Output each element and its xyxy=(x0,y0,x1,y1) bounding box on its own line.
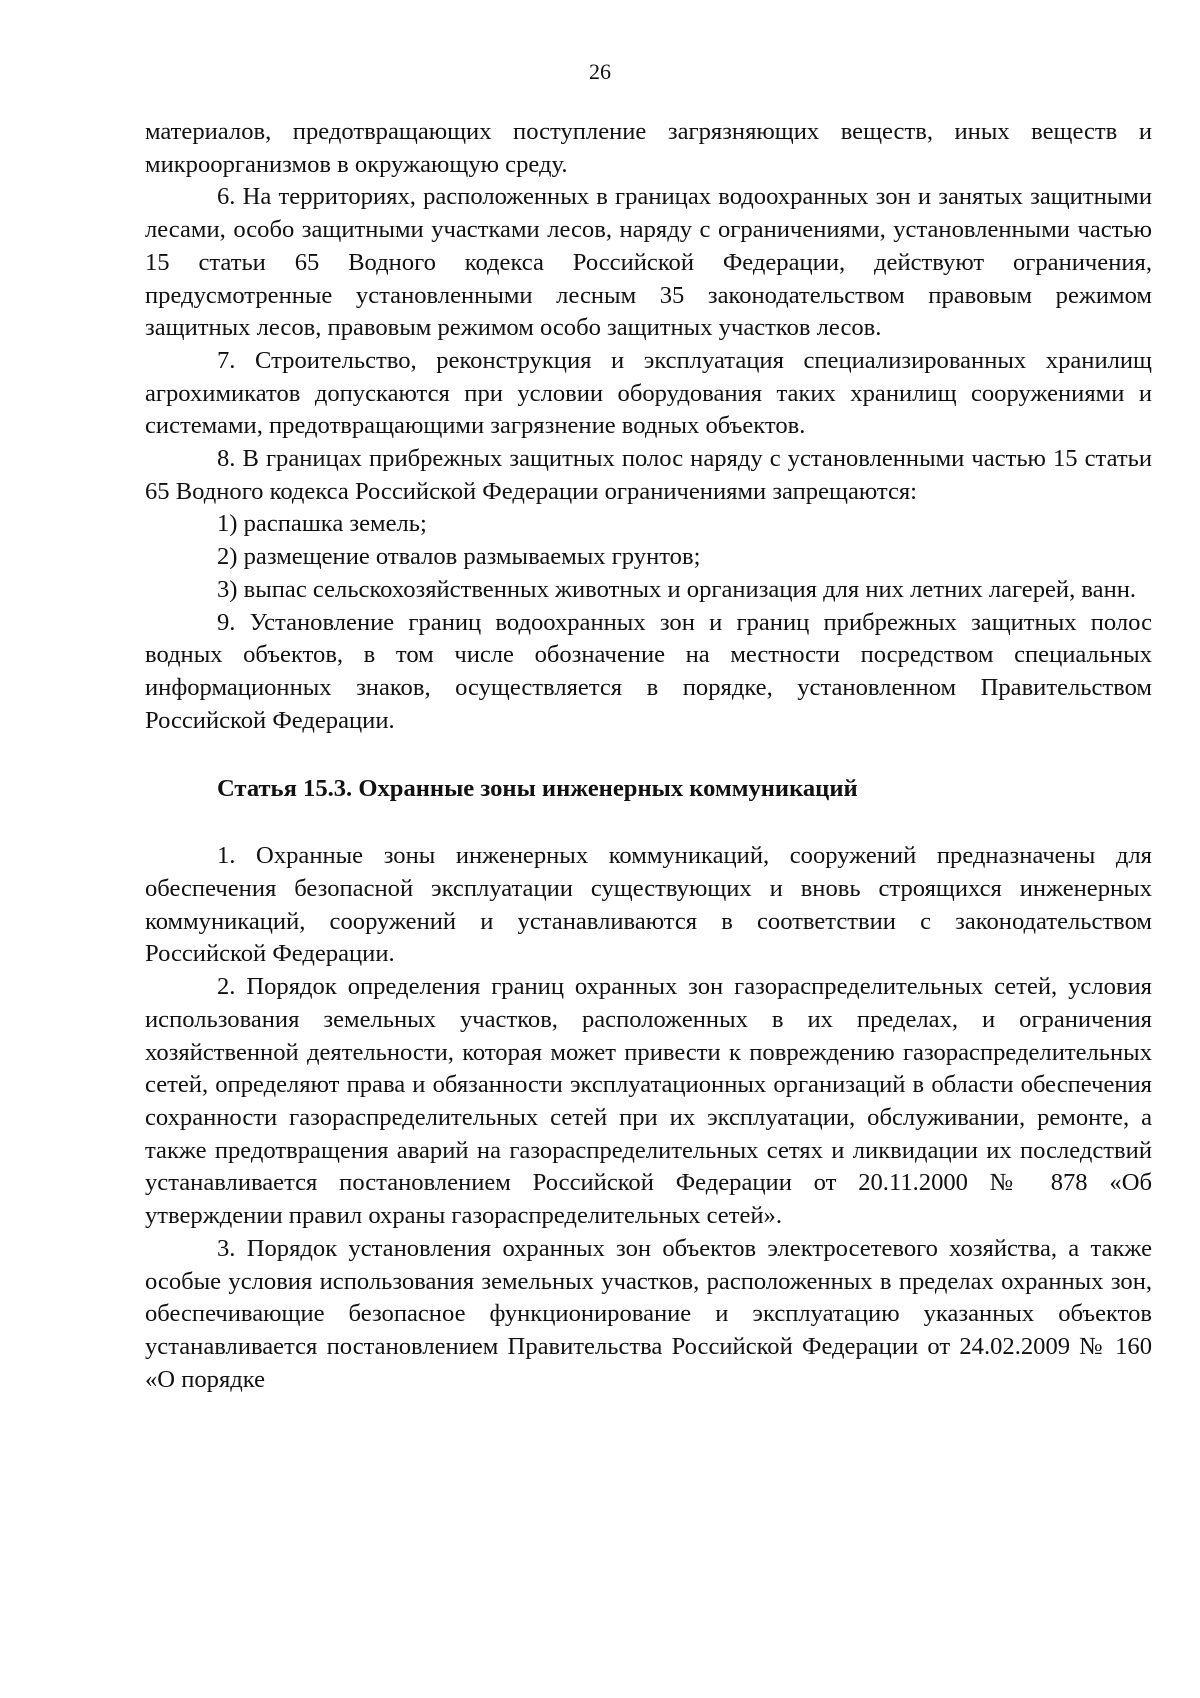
page-number: 26 xyxy=(589,59,611,84)
document-body xyxy=(145,116,1152,1396)
paragraph: 8. В границах прибрежных защитных полос наряду с установленными частью 15 статьи 65 Водного кодекса Российской Федерации ограничениями запрещаются: xyxy=(145,445,1152,505)
paragraph: материалов, предотвращающих поступление загрязняющих веществ, иных веществ и микроорганизмов в окружающую среду. xyxy=(145,118,1152,178)
paragraph: 2. Порядок определения границ охранных зон газораспределительных сетей, условия использования земельных участков, расположенных в их пределах, и ограничения хозяйственной деятельности, которая может привести к повреждению газораспределительных сетей, определяют права и обязанности эксплуатационных организаций в области обеспечения сохранности газораспределительных сетей при их эксплуатации, обслуживании, ремонте, а также предотвращения аварий на газораспределительных сетях и ликвидации их последствий устанавливается постановлением Российской Федерации от 20.11.2000 № 878 «Об утверждении правил охраны газораспределительных сетей». xyxy=(145,973,1152,1230)
paragraph: 6. На территориях, расположенных в границах водоохранных зон и занятых защитными лесами, особо защитными участками лесов, наряду с ограничениями, установленными частью 15 статьи 65 Водного кодекса Российской Федерации, действуют ограничения, предусмотренные установленными лесным 35 законодательством правовым режимом защитных лесов, правовым режимом особо защитных участков лесов. xyxy=(145,183,1152,342)
paragraph: 1. Охранные зоны инженерных коммуникаций, сооружений предназначены для обеспечения безопасной эксплуатации существующих и вновь строящихся инженерных коммуникаций, сооружений и устанавливаются в соответствии с законодательством Российской Федерации. xyxy=(145,842,1152,968)
article-heading: Статья 15.3. Охранные зоны инженерных коммуникаций xyxy=(217,775,858,803)
paragraph: 9. Установление границ водоохранных зон и границ прибрежных защитных полос водных объектов, в том числе обозначение на местности посредством специальных информационных знаков, осуществляется в порядке, установленном Правительством Российской Федерации. xyxy=(145,608,1152,734)
list-item: 2) размещение отвалов размываемых грунтов; xyxy=(217,543,701,571)
list-item: 1) распашка земель; xyxy=(217,510,427,538)
paragraph: 3. Порядок установления охранных зон объектов электросетевого хозяйства, а также особые условия использования земельных участков, расположенных в пределах охранных зон, обеспечивающие безопасное функционирование и эксплуатацию указанных объектов устанавливается постановлением Правительства Российской Федерации от 24.02.2009 № 160 «О порядке xyxy=(145,1234,1152,1393)
list-item: 3) выпас сельскохозяйственных животных и организация для них летних лагерей, ванн. xyxy=(217,575,1137,603)
paragraph: 7. Строительство, реконструкция и эксплуатация специализированных хранилищ агрохимикатов допускаются при условии оборудования таких хранилищ сооружениями и системами, предотвращающими загрязнение водных объектов. xyxy=(145,346,1152,440)
